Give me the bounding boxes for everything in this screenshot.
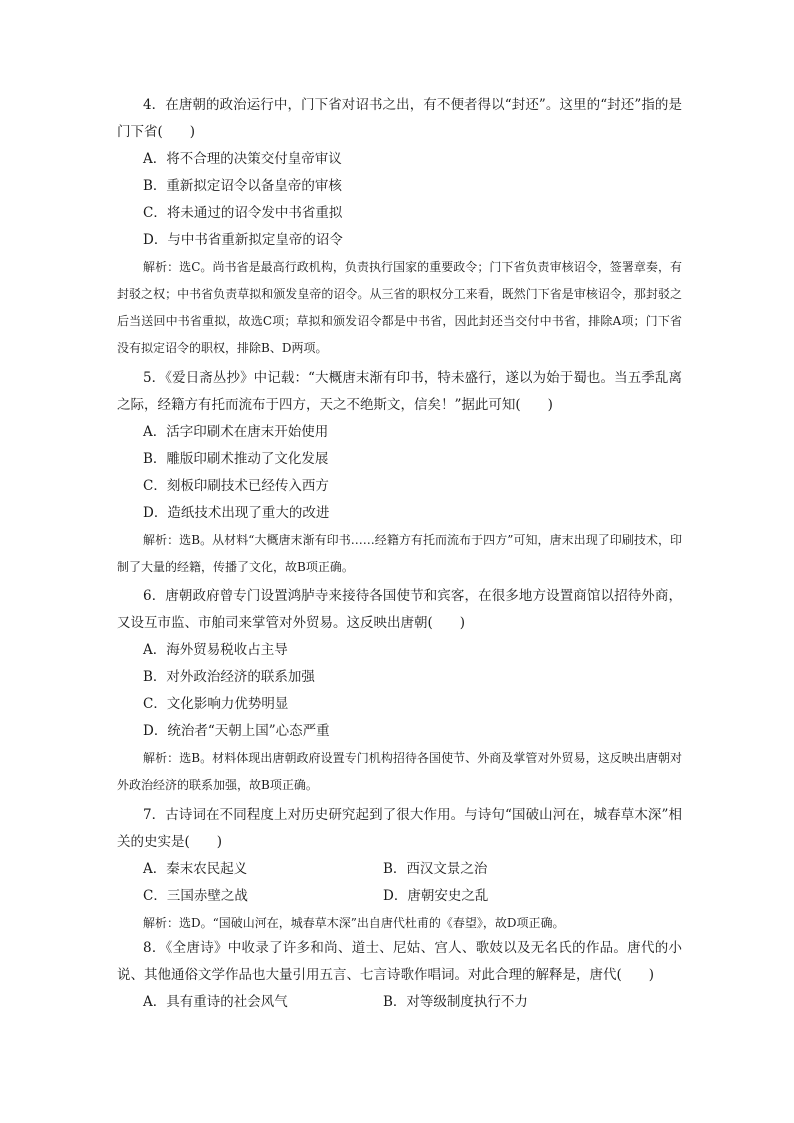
question-6 — [117, 583, 682, 799]
analysis-text: 解析：选B。从材料“大概唐末渐有印书……经籍方有托而流布于四方”可知，唐末出现了印刷技术，印制了大量的经籍，传播了文化，故B项正确。 — [117, 533, 682, 574]
option-d: D．与中书省重新拟定皇帝的诏令 — [143, 232, 343, 248]
option-b: B．重新拟定诏令以备皇帝的审核 — [143, 178, 342, 194]
question-stem — [117, 583, 682, 637]
question-4 — [117, 92, 682, 362]
question-5 — [117, 365, 682, 581]
option-d: D．统治者“天朝上国”心态严重 — [143, 723, 330, 739]
option-a: A．将不合理的决策交付皇帝审议 — [143, 151, 342, 167]
option-d: D．造纸技术出现了重大的改进 — [143, 505, 330, 521]
analysis — [117, 527, 682, 581]
question-stem — [117, 92, 682, 146]
analysis — [117, 254, 682, 362]
option-a: A．具有重诗的社会风气 — [143, 994, 288, 1010]
option-b: B．对等级制度执行不力 — [383, 994, 528, 1010]
option-c: C．文化影响力优势明显 — [143, 696, 289, 712]
question-stem-text: 4．在唐朝的政治运行中，门下省对诏书之出，有不便者得以“封还”。这里的“封还”指的是门下省( ) — [117, 97, 682, 140]
analysis-text: 解析：选C。尚书省是最高行政机构，负责执行国家的重要政令；门下省负责审核诏令，签署章奏，有封驳之权；中书省负责草拟和颁发皇帝的诏令。从三省的职权分工来看，既然门下省是审核诏令，那封驳之后当送回中书省重拟，故选C项；草拟和颁发诏令都是中书省，因此封还当交付中书省，排除A项；门下省没有拟定诏令的职权，排除B、D两项。 — [117, 260, 682, 355]
option-d: D．唐朝安史之乱 — [383, 888, 489, 904]
option-a: A．活字印刷术在唐末开始使用 — [143, 424, 329, 440]
question-stem-text: 5．《爱日斋丛抄》中记载：“大概唐末渐有印书，特未盛行，遂以为始于蜀也。当五季乱离之际，经籍方有托而流布于四方，天之不绝斯文，信矣！”据此可知( ) — [117, 370, 682, 413]
option-row — [117, 856, 682, 883]
analysis-text: 解析：选D。“国破山河在，城春草木深”出自唐代杜甫的《春望》，故D项正确。 — [143, 916, 565, 930]
option-a: A．海外贸易税收占主导 — [143, 642, 288, 658]
option-b: B．对外政治经济的联系加强 — [143, 669, 315, 685]
option-c: C．将未通过的诏令发中书省重拟 — [143, 205, 343, 221]
option-b: B．西汉文景之治 — [383, 861, 488, 877]
question-8 — [117, 935, 682, 1016]
analysis — [117, 745, 682, 799]
question-7 — [117, 802, 682, 937]
question-stem — [117, 802, 682, 856]
option-b: B．雕版印刷术推动了文化发展 — [143, 451, 329, 467]
question-stem-text: 6．唐朝政府曾专门设置鸿胪寺来接待各国使节和宾客，在很多地方设置商馆以招待外商，又设互市监、市舶司来掌管对外贸易。这反映出唐朝( ) — [117, 588, 682, 631]
option-c: C．三国赤壁之战 — [143, 888, 248, 904]
question-stem-text: 8．《全唐诗》中收录了许多和尚、道士、尼姑、宫人、歌妓以及无名氏的作品。唐代的小说、其他通俗文学作品也大量引用五言、七言诗歌作唱词。对此合理的解释是，唐代( ) — [117, 940, 682, 983]
question-stem — [117, 935, 682, 989]
option-c: C．刻板印刷技术已经传入西方 — [143, 478, 329, 494]
analysis-text: 解析：选B。材料体现出唐朝政府设置专门机构招待各国使节、外商及掌管对外贸易，这反映出唐朝对外政治经济的联系加强，故B项正确。 — [117, 751, 682, 792]
analysis — [117, 910, 682, 937]
option-row — [117, 989, 682, 1016]
option-row — [117, 883, 682, 910]
question-stem-text: 7．古诗词在不同程度上对历史研究起到了很大作用。与诗句“国破山河在，城春草木深”相关的史实是( ) — [117, 807, 682, 850]
question-stem — [117, 365, 682, 419]
option-a: A．秦末农民起义 — [143, 861, 248, 877]
